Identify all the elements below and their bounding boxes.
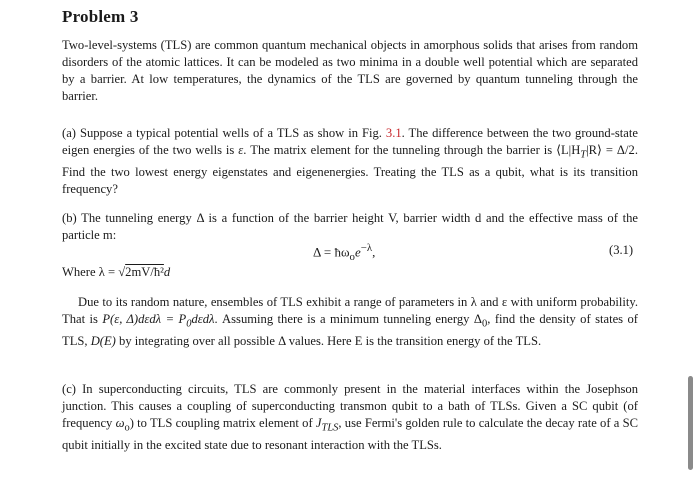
- tunneling-equation: $\Delta = ħ\omega_oe^{-\lambda}$,: [313, 242, 376, 263]
- sqrt-argument: 2mV/ħ²: [125, 265, 164, 279]
- where-line: Where λ = √2mV/ħ²d: [62, 265, 171, 279]
- part-c-paragraph: (c) In superconducting circuits, TLS are commonly present in the material interfaces within the Josephson junction. This causes a coupling of superconducting transmon qubit to a bath of TLSs. Given a SC qubit (of frequency $\omega_o$) to TLS coupling matrix element of $J_{TLS}$, use Fermi's golden rule to calculate the decay rate of a SC qubit initially in the excited state due to resonant interaction with the TLSs.: [62, 381, 638, 452]
- part-b-paragraph: (b) The tunneling energy Δ is a function of the barrier height V, barrier width d and the effective mass of the particle m:: [62, 210, 638, 242]
- intro-paragraph: Two-level-systems (TLS) are common quantum mechanical objects in amorphous solids that arises from random disorders of the atomic lattices. It can be modeled as two minima in a double well potential which are separated by a barrier. At low temperatures, the dynamics of the TLS are governed by quantum tunneling through the barrier.: [62, 37, 638, 104]
- matrix-element: $⟨L|H_T|R⟩ = \Delta/2$: [556, 142, 635, 161]
- equation-number: (3.1): [609, 243, 634, 257]
- scrollbar-thumb[interactable]: [688, 376, 693, 470]
- figure-reference-link[interactable]: 3.1: [385, 125, 402, 140]
- problem-title: Problem 3: [62, 7, 139, 26]
- part-a-paragraph: (a) Suppose a typical potential wells of a TLS as show in Fig. 3.1. The difference between the two ground-state eigen energies of the two wells is ε. The matrix element for the tunneling through the barrier is $⟨L|H_T|R⟩ = \Delta/2$. Find the two lowest energy eigenstates and eigenenergies. Treating the TLS as a qubit, what is its transition frequency?: [62, 125, 638, 196]
- part-b-paragraph-2: Due to its random nature, ensembles of TLS exhibit a range of parameters in λ and ε with uniform probability. That is P(ε, $\Delta)d\varepsilon d\lambda = P_0d\varepsilon d\lambda$. Assuming there is a minimum tunneling energy $\Delta_0$, find the density of states of TLS, D(E) by integrating over all possible Δ values. Here E is the transition energy of the TLS.: [62, 294, 638, 348]
